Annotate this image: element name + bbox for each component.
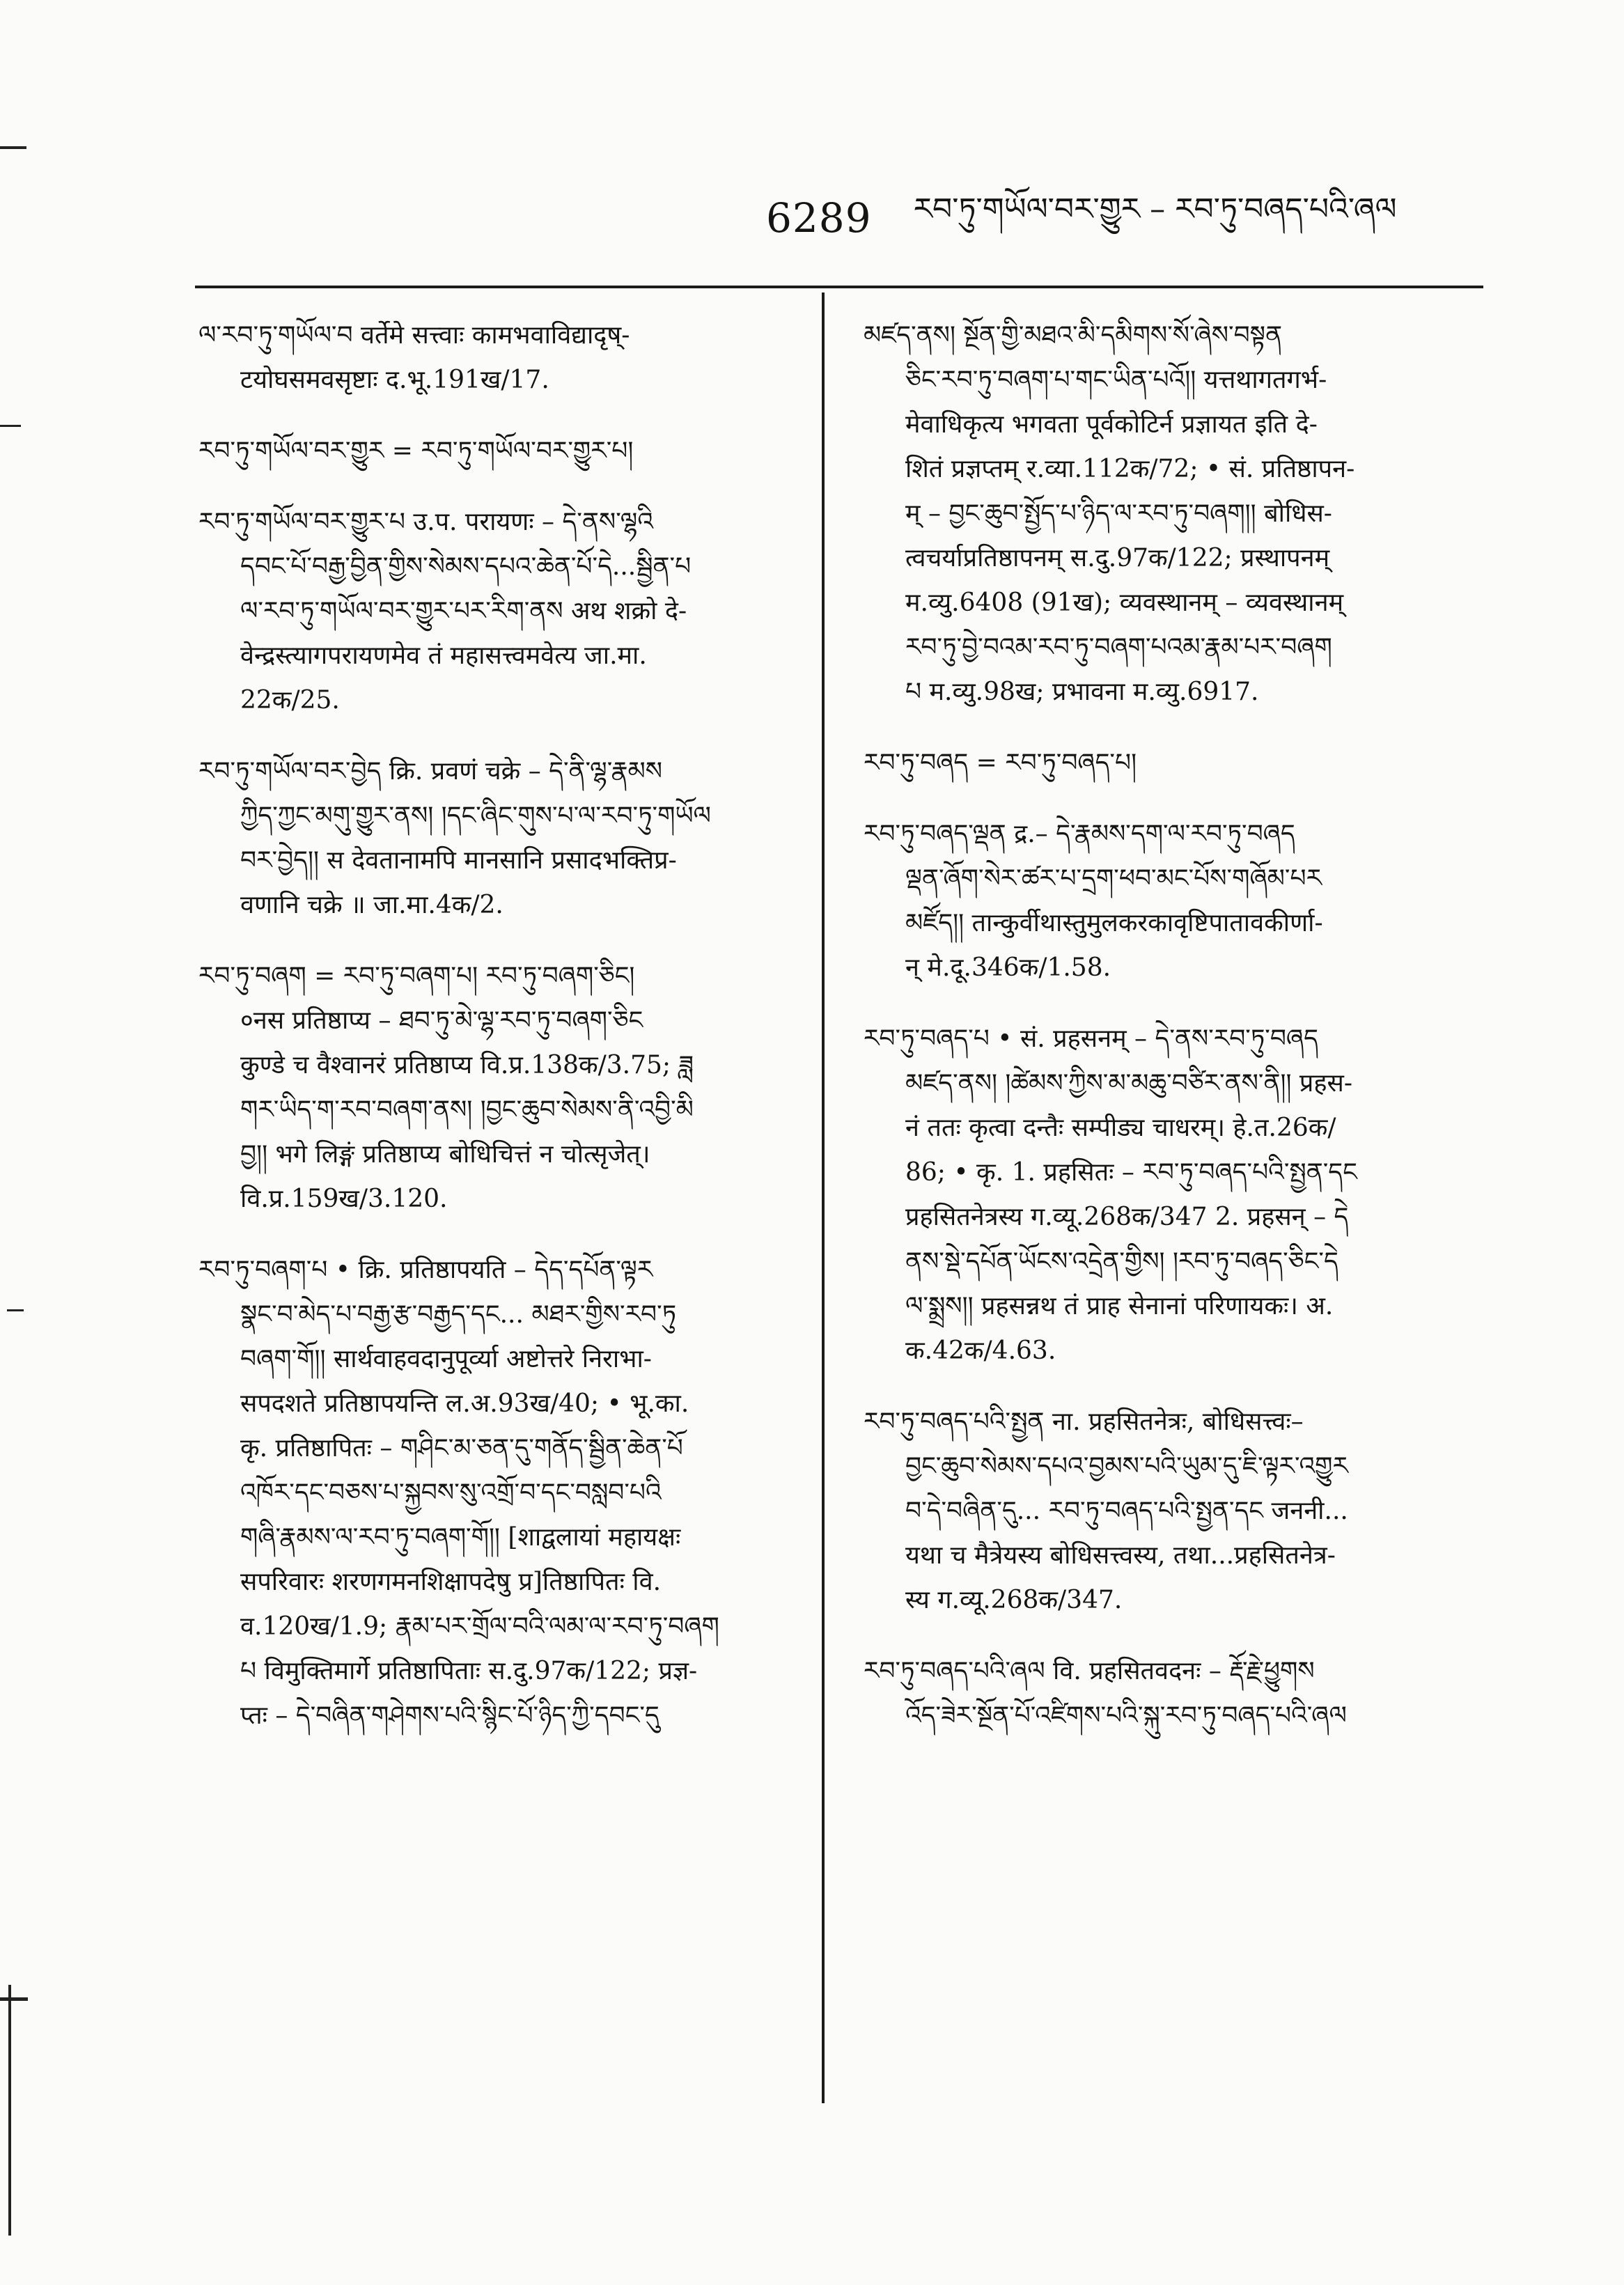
entry-line: བཞག་གོ།། सार्थवाहवदानुपूर्व्या अष्टोत्तरे निराभा- bbox=[240, 1345, 652, 1373]
entry-line: न् मे.दू.346क/1.58. bbox=[905, 953, 1111, 982]
scan-edge-mark bbox=[7, 1309, 24, 1311]
right-column bbox=[864, 313, 1480, 1765]
entry-line: ཀྱིད་ཀྱང་མགུ་གྱུར་ནས། །དང་ཞིང་གུས་པ་ལ་རབ་ཏུ་གཡོལ bbox=[240, 802, 711, 830]
entry-line: सपदशते प्रतिष्ठापयन्ति ल.अ.93ख/40; • भू.का. bbox=[240, 1389, 689, 1418]
dictionary-entry bbox=[864, 1400, 1480, 1623]
entry-line: 86; • कृ. 1. प्रहसितः – རབ་ཏུ་བཞད་པའི་སྤྱན་དང bbox=[905, 1158, 1357, 1187]
entry-headline: རབ་ཏུ་བཞད་པའི་ཞལ वि. प्रहसितवदनः – རྡོ་རྗེ་ཕྱུགས bbox=[864, 1657, 1315, 1685]
dictionary-entry bbox=[864, 1649, 1480, 1738]
entry-line: ཅིང་རབ་ཏུ་བཞག་པ་གང་ཡིན་པའོ།། यत्तथागतगर्भ- bbox=[905, 366, 1327, 394]
entry-headline: རབ་ཏུ་བཞག་པ • क्रि. प्रतिष्ठापयति – དེད་དཔོན་ལྟར bbox=[198, 1256, 653, 1284]
entry-headline: ལ་རབ་ཏུ་གཡོལ་བ वर्तेमे सत्त्वाः कामभवाविद्यादृष्- bbox=[198, 321, 630, 350]
entry-line: म् – བྱང་ཆུབ་སྤྱོད་པ་ཉིད་ལ་རབ་ཏུ་བཞག།། बोधिस- bbox=[905, 499, 1332, 528]
dictionary-entry bbox=[864, 812, 1480, 990]
entry-headline: རབ་ཏུ་གཡོལ་བར་གྱུར་པ उ.प. परायणः – དེ་ནས་ལྷའི bbox=[198, 508, 654, 536]
entry-line: नं ततः कृत्वा दन्तैः सम्पीड्य चाधरम्। हे.त.26क/ bbox=[905, 1114, 1336, 1142]
entry-line: པ म.व्यु.98ख; प्रभावना म.व्यु.6917. bbox=[905, 678, 1259, 706]
entry-headline: མཛད་ནས། སྔོན་གྱི་མཐའ་མི་དམིགས་སོ་ཞེས་བསྟན bbox=[864, 321, 1283, 350]
dictionary-entry bbox=[198, 1248, 804, 1738]
entry-line: प्तः – དེ་བཞིན་གཤེགས་པའི་སྙིང་པོ་ཉིད་ཀྱི་དབང་དུ bbox=[240, 1701, 659, 1730]
entry-line: བྱང་ཆུབ་སེམས་དཔའ་བྱམས་པའི་ཡུམ་དུ་ཇི་ལྟར་འགྱུར bbox=[905, 1452, 1348, 1481]
entry-line: འོད་ཟེར་སྔོན་པོ་འཛིགས་པའི་སྐུ་རབ་ཏུ་བཞད་པའི་ཞལ bbox=[905, 1701, 1347, 1730]
scan-edge-mark bbox=[8, 1985, 11, 2236]
dictionary-entry bbox=[198, 313, 804, 403]
entry-headline: རབ་ཏུ་གཡོལ་བར་བྱེད क्रि. प्रवणं चक्रे – དེ་ནི་ལྷ་རྣམས bbox=[198, 757, 663, 786]
entry-line: वणानि चक्रे ॥ जा.मा.4क/2. bbox=[240, 891, 503, 919]
scan-edge-mark bbox=[0, 1997, 28, 2001]
entry-headline: རབ་ཏུ་བཞད = རབ་ཏུ་བཞད་པ། bbox=[864, 749, 1137, 777]
dictionary-entry bbox=[198, 954, 804, 1222]
entry-line: स्य ग.व्यू.268क/347. bbox=[905, 1586, 1123, 1614]
entry-line: यथा च मैत्रेयस्य बोधिसत्त्वस्य, तथा...प्रहसितनेत्र- bbox=[905, 1541, 1336, 1570]
entry-line: བྱ།། भगे लिङ्गं प्रतिष्ठाप्य बोधिचित्तं न चोत्सृजेत्। bbox=[240, 1140, 650, 1169]
entry-line: ०नस प्रतिष्ठाप्य – ཐབ་ཏུ་མེ་ལྷ་རབ་ཏུ་བཞག་ཅིང bbox=[240, 1006, 643, 1035]
entry-line: གཞི་རྣམས་ལ་རབ་ཏུ་བཞག་གོ།། [शाद्वलायां महायक्षः bbox=[240, 1523, 681, 1552]
running-head: རབ་ཏུ་གཡོལ་བར་གྱུར – རབ་ཏུ་བཞད་པའི་ཞལ bbox=[913, 192, 1397, 227]
entry-line: शितं प्रज्ञप्तम् र.व्या.112क/72; • सं. प्रतिष्ठापन- bbox=[905, 455, 1355, 483]
entry-headline: རབ་ཏུ་བཞག = རབ་ཏུ་བཞག་པ། རབ་ཏུ་བཞག་ཅིང། bbox=[198, 962, 635, 990]
entry-line: བ་དེ་བཞིན་དུ... རབ་ཏུ་བཞད་པའི་སྤྱན་དང जननी... bbox=[905, 1497, 1348, 1525]
entry-line: བར་བྱེད།། स देवतानामपि मानसानि प्रसादभक्तिप्र- bbox=[240, 846, 677, 875]
dictionary-entry bbox=[198, 429, 804, 474]
entry-headline: རབ་ཏུ་བཞད་ལྡན द्र.– དེ་རྣམས་དག་ལ་རབ་ཏུ་བཞད bbox=[864, 820, 1295, 848]
dictionary-entry bbox=[864, 1017, 1480, 1373]
dictionary-entry bbox=[864, 741, 1480, 786]
entry-line: དབང་པོ་བརྒྱ་བྱིན་གྱིས་སེམས་དཔའ་ཆེན་པོ་དེ...སྦྱིན་པ bbox=[240, 552, 692, 581]
entry-line: टयोघसमवसृष्टाः द.भू.191ख/17. bbox=[240, 366, 549, 394]
entry-line: ནས་སྡེ་དཔོན་ཡོངས་འདྲེན་གྱིས། །རབ་ཏུ་བཞད་ཅིང་དེ bbox=[905, 1247, 1338, 1276]
entry-line: 22क/25. bbox=[240, 686, 340, 715]
entry-line: ལ་སྨྲས།། प्रहसन्नथ तं प्राह सेनानां परिणायकः। अ. bbox=[905, 1292, 1334, 1320]
entry-line: व.120ख/1.9; རྣམ་པར་གྲོལ་བའི་ལམ་ལ་རབ་ཏུ་བཞག bbox=[240, 1612, 719, 1641]
entry-line: མཛད་ནས། །ཚེམས་ཀྱིས་མ་མཆུ་བཙིར་ནས་ནི།། प्रहस- bbox=[905, 1069, 1353, 1098]
entry-line: འཁོར་དང་བཅས་པ་སྐྱབས་སུ་འགྲོ་བ་དང་བསླབ་པའི bbox=[240, 1479, 662, 1507]
entry-line: क.42क/4.63. bbox=[905, 1336, 1056, 1365]
entry-line: त्वचर्याप्रतिष्ठापनम् स.दु.97क/122; प्रस्थापनम् bbox=[905, 544, 1330, 572]
entry-line: प्रहसितनेत्रस्य ग.व्यू.268क/347 2. प्रहसन् – དེ bbox=[905, 1203, 1349, 1231]
entry-line: वि.प्र.159ख/3.120. bbox=[240, 1185, 448, 1213]
entry-line: म.व्यु.6408 (91ख); व्यवस्थानम् – व्यवस्थानम् bbox=[905, 588, 1344, 617]
entry-headline: རབ་ཏུ་གཡོལ་བར་གྱུར = རབ་ཏུ་གཡོལ་བར་གྱུར་པ། bbox=[198, 437, 634, 465]
entry-line: कृ. प्रतिष्ठापितः – གཤིང་མ་ཅན་དུ་གནོད་སྦྱིན་ཆེན་པོ bbox=[240, 1434, 683, 1463]
dictionary-entry bbox=[198, 500, 804, 723]
dictionary-entry bbox=[198, 749, 804, 928]
entry-headline: རབ་ཏུ་བཞད་པའི་སྤྱན ना. प्रहसितनेत्रः, बोधिसत्त्वः– bbox=[864, 1407, 1304, 1436]
entry-line: པ विमुक्तिमार्गे प्रतिष्ठापिताः स.दु.97क/122; प्रज्ञ- bbox=[240, 1657, 698, 1685]
entry-line: གར་ཡིད་ག་རབ་བཞག་ནས། །བྱང་ཆུབ་སེམས་ནི་འབྱི་མི bbox=[240, 1095, 694, 1124]
dictionary-entry bbox=[864, 313, 1480, 715]
entry-line: སྣང་བ་མེད་པ་བརྒྱ་རྩ་བརྒྱད་དང... མཐར་གྱིས་རབ་ཏུ bbox=[240, 1300, 677, 1329]
scan-edge-mark bbox=[0, 425, 21, 427]
entry-line: ལ་རབ་ཏུ་གཡོལ་བར་གྱུར་པར་རིག་ནས अथ शक्रो दे- bbox=[240, 597, 687, 625]
entry-headline: རབ་ཏུ་བཞད་པ • सं. प्रहसनम् – དེ་ནས་རབ་ཏུ་བཞད bbox=[864, 1024, 1318, 1053]
entry-line: कुण्डे च वैश्वानरं प्रतिष्ठाप्य वि.प्र.138क/3.75; ཟླ bbox=[240, 1051, 694, 1079]
entry-line: མཛོད།། तान्कुर्वीथास्तुमुलकरकावृष्टिपातावकीर्णा- bbox=[905, 909, 1323, 937]
left-column bbox=[198, 313, 804, 1765]
entry-line: ལྡན་ཞོག་སེར་ཚར་པ་དྲག་ཕབ་མང་པོས་གཞོམ་པར bbox=[905, 864, 1322, 893]
entry-line: རབ་ཏུ་བྱེ་བའམ་རབ་ཏུ་བཞག་པའམ་རྣམ་པར་བཞག bbox=[905, 633, 1332, 662]
scan-edge-mark bbox=[0, 146, 26, 149]
column-divider bbox=[822, 293, 825, 2103]
header-rule bbox=[195, 286, 1483, 288]
page-header bbox=[766, 187, 1476, 249]
entry-line: सपरिवारः शरणगमनशिक्षापदेषु प्र]तिष्ठापितः वि. bbox=[240, 1568, 662, 1596]
entry-line: मेवाधिकृत्य भगवता पूर्वकोटिर्न प्रज्ञायत इति दे- bbox=[905, 410, 1318, 439]
page-number: 6289 bbox=[766, 194, 872, 242]
entry-line: वेन्द्रस्त्यागपरायणमेव तं महासत्त्वमवेत्य जा.मा. bbox=[240, 641, 647, 670]
